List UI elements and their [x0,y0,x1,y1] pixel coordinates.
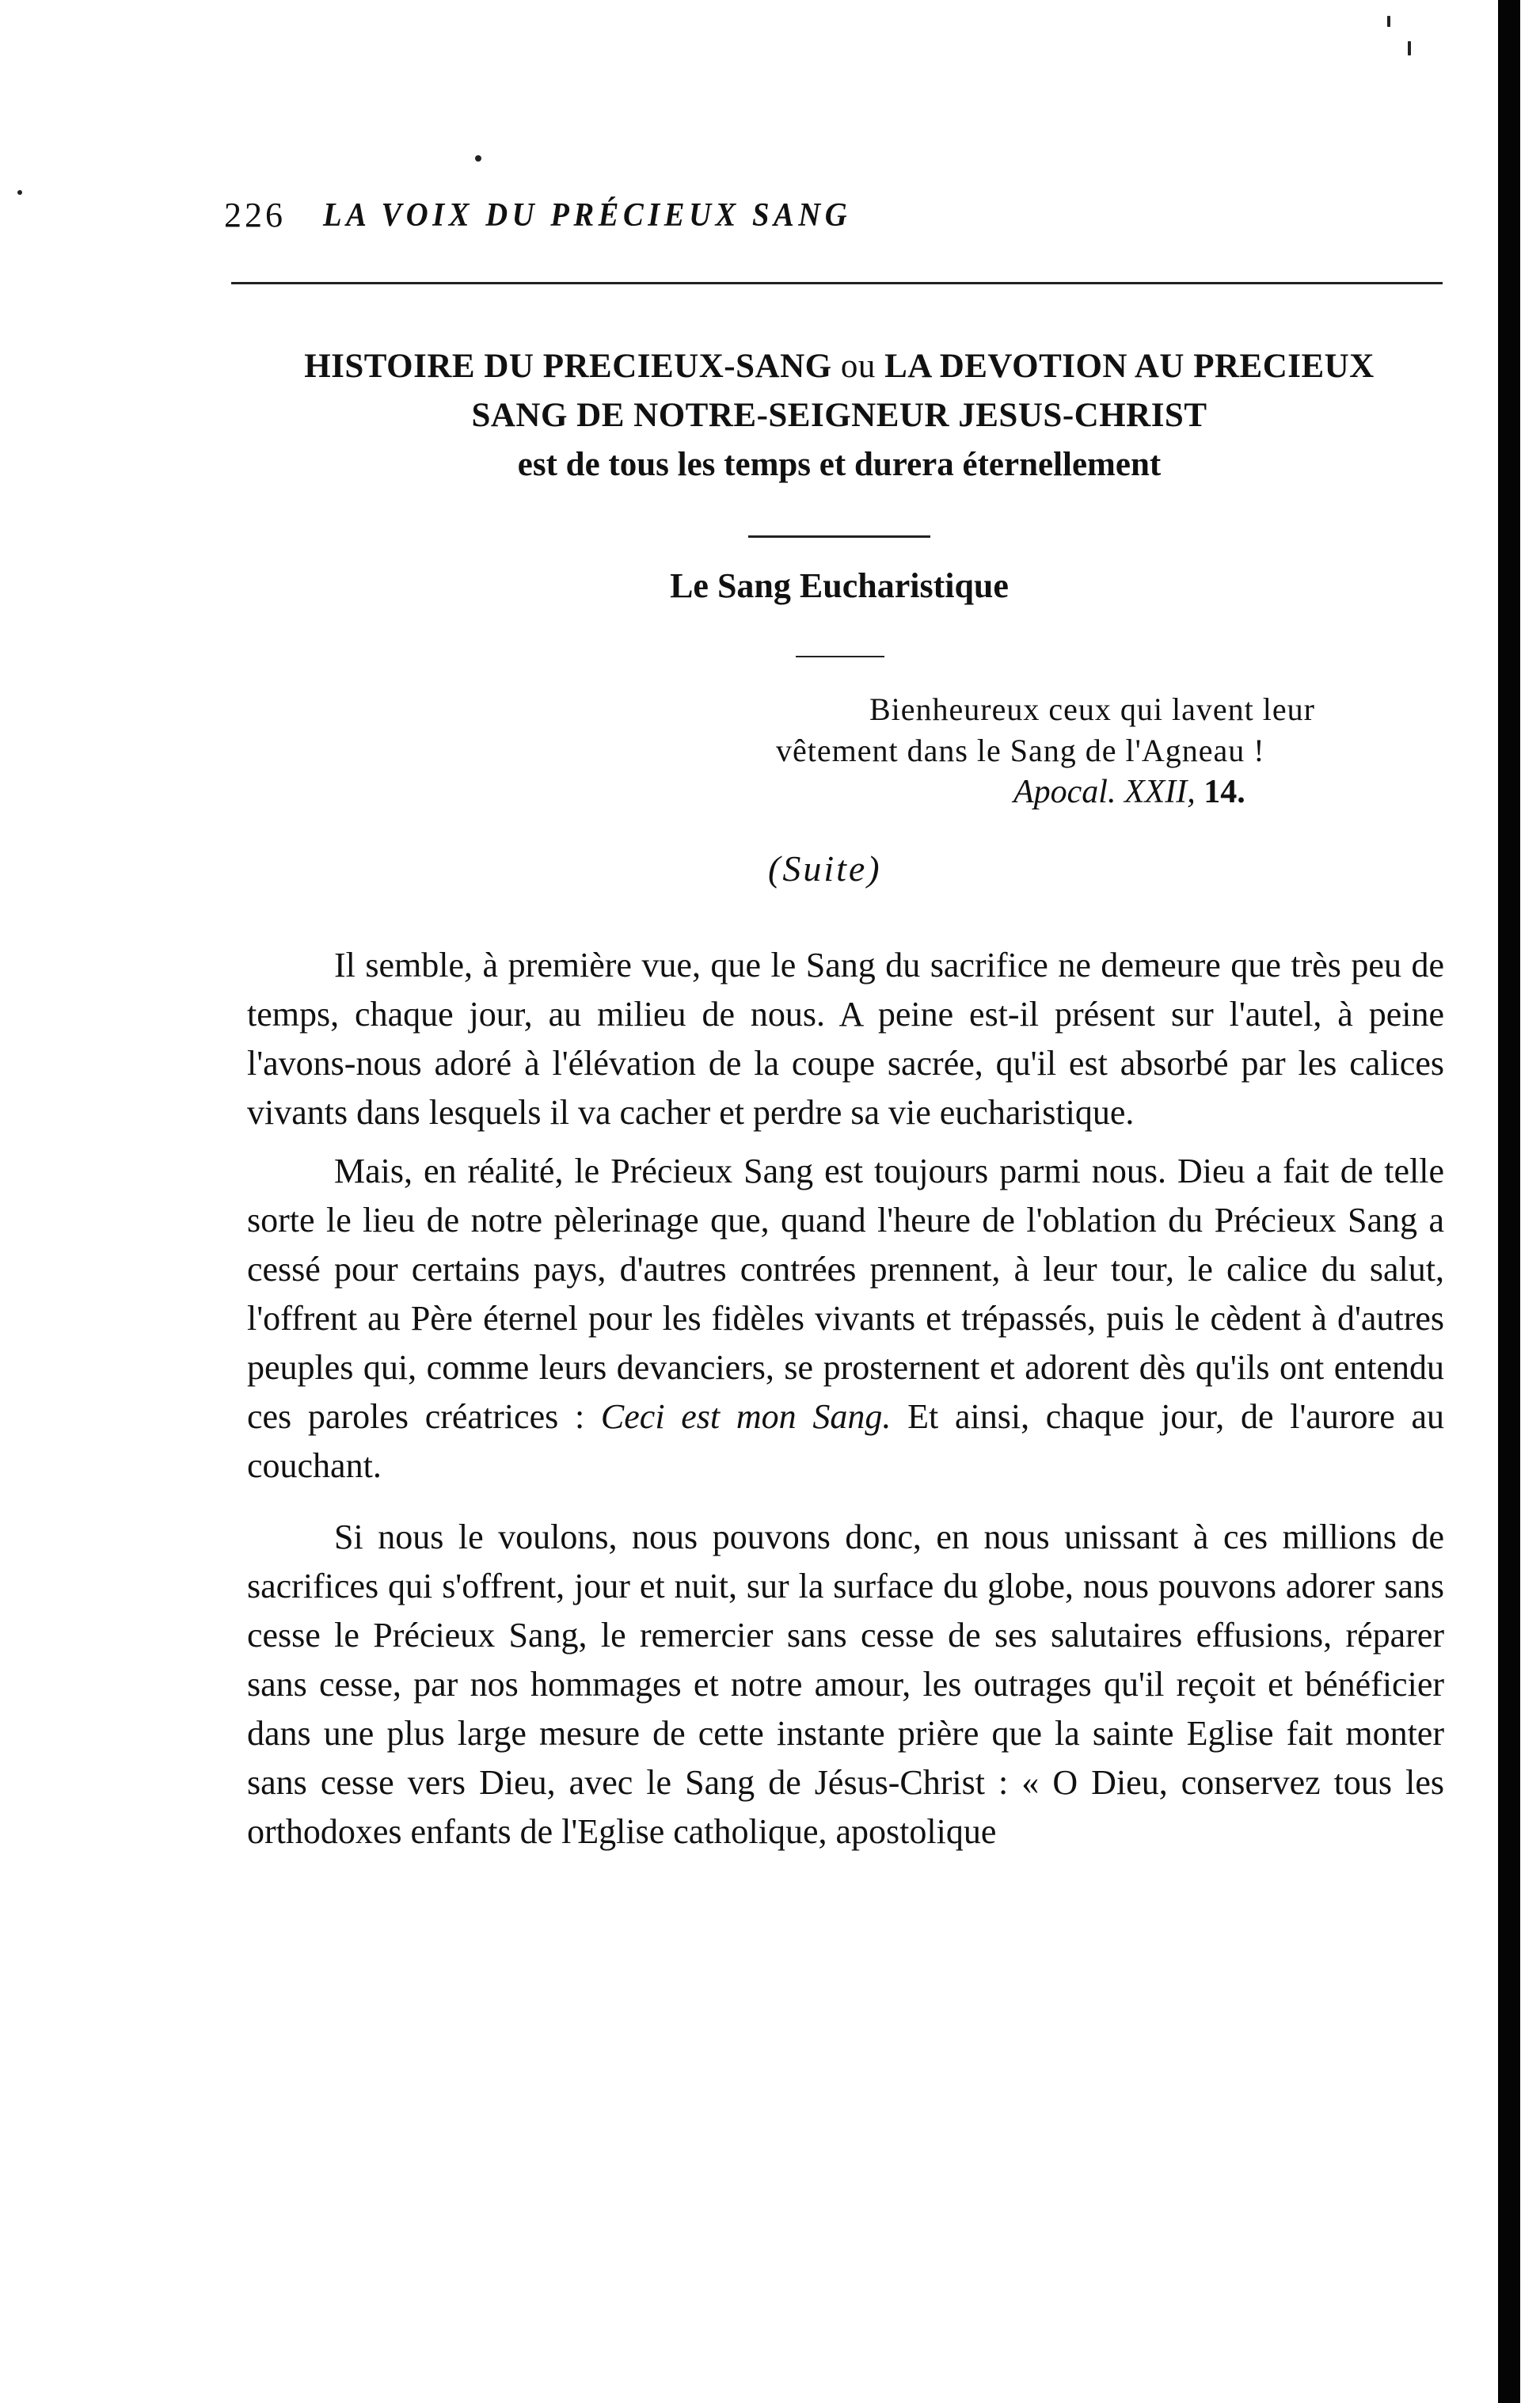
epigraph-source-verse: 14. [1203,774,1245,810]
title-line-3: est de tous les temps et durera éternellement [517,446,1162,483]
header-rule [231,282,1443,284]
paragraph-2-quote: Ceci est mon Sang. [600,1397,892,1436]
page-header [224,195,1450,250]
title-part-a: HISTOIRE DU PRECIEUX-SANG [304,348,832,385]
paragraph-2-text-b: Et ainsi, chaque jour, de l'aurore au couchant. [247,1397,1445,1485]
scan-speck [1387,16,1390,27]
paragraph-2 [247,1147,1444,1491]
epigraph-line-2: vêtement dans le Sang de l'Agneau ! [776,733,1265,768]
paragraph-2-text-a: Mais, en réalité, le Précieux Sang est toujours parmi nous. Dieu a fait de telle sorte le lieu de notre pèlerinage que, quand l'heure de l'oblation du Précieux Sang a cessé pour certains pays, d'autres contrées prennent, à leur tour, le calice du salut, l'offrent au Père éternel pour les fidèles vivants et trépassés, puis le cèdent à d'autres peuples qui, comme leurs devanciers, se prosternent et adorent dès qu'ils ont entendu ces paroles créatrices : [247,1152,1444,1436]
body-text [247,941,1444,1857]
scan-speck [475,155,481,162]
title-connector: ou [840,348,876,385]
title-part-b: LA DEVOTION AU PRECIEUX [884,348,1375,385]
continuation-label: (Suite) [768,848,882,889]
title-line-1 [222,342,1457,391]
scan-edge-bar [1498,0,1520,2403]
scan-speck [1408,41,1411,55]
scan-speck [17,190,22,195]
epigraph-source-book: Apocal. XXII, [1013,774,1196,810]
paragraph-1: Il semble, à première vue, que le Sang du sacrifice ne demeure que très peu de temps, chaque jour, au milieu de nous. A peine est-il présent sur l'autel, à peine l'avons-nous adoré à l'élévation de la coupe sacrée, qu'il est absorbé par les calices vivants dans lesquels il va cacher et perdre sa vie eucharistique. [247,946,1444,1132]
page-number: 226 [224,196,286,234]
section-subtitle: Le Sang Eucharistique [670,566,1009,605]
paragraph-3: Si nous le voulons, nous pouvons donc, en nous unissant à ces millions de sacrifices qui s'offrent, jour et nuit, sur la surface du globe, nous pouvons adorer sans cesse le Précieux Sang, le remercier sans cesse de ses salutaires effusions, réparer sans cesse, par nos hommages et notre amour, les outrages qu'il reçoit et bénéficier dans une plus large mesure de cette instante prière que la sainte Eglise fait monter sans cesse vers Dieu, avec le Sang de Jésus-Christ : « O Dieu, conservez tous les orthodoxes enfants de l'Eglise catholique, apostolique [247,1518,1444,1851]
epigraph-line-1: Bienheureux ceux qui lavent leur [869,691,1315,727]
subtitle-divider [796,656,884,657]
title-line-2: SANG DE NOTRE-SEIGNEUR JESUS-CHRIST [471,397,1207,434]
article-title [222,342,1457,489]
epigraph [776,689,1449,813]
title-divider [748,535,930,538]
epigraph-source [776,771,1449,813]
running-head: LA VOIX DU PRÉCIEUX SANG [323,197,852,234]
